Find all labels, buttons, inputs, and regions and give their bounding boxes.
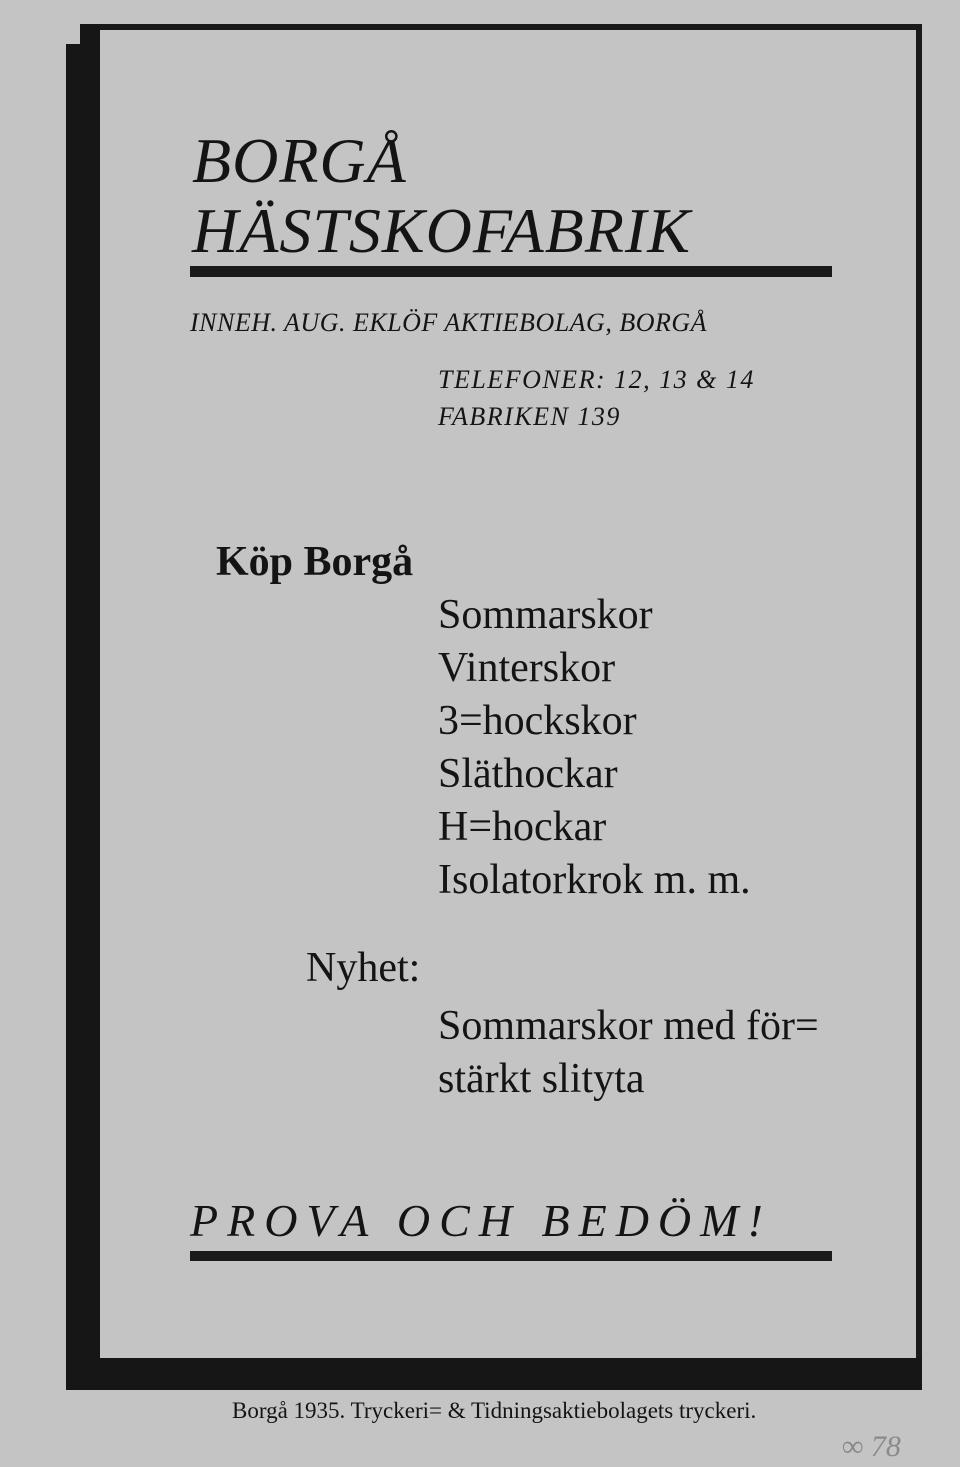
- news-line: Sommarskor med för=: [438, 1003, 819, 1049]
- offer-lead: Köp Borgå: [216, 539, 414, 585]
- product-item: Vinterskor: [438, 645, 616, 691]
- frame-left-border: [66, 44, 100, 1390]
- owner-line: INNEH. AUG. EKLÖF AKTIEBOLAG, BORGÅ: [190, 308, 708, 337]
- product-item: H=hockar: [438, 804, 607, 850]
- product-item: Sommarskor: [438, 592, 653, 638]
- product-item: Isolatorkrok m. m.: [438, 857, 751, 903]
- phones-line: TELEFONER: 12, 13 & 14: [438, 365, 755, 394]
- frame-top-border: [80, 24, 922, 30]
- product-item: 3=hockskor: [438, 698, 637, 744]
- pencil-annotation: ∞ 78: [842, 1430, 901, 1463]
- frame-bottom-border: [66, 1358, 922, 1390]
- factory-phone-line: FABRIKEN 139: [438, 402, 621, 431]
- news-line: stärkt slityta: [438, 1056, 645, 1102]
- slogan: PROVA OCH BEDÖM!: [190, 1195, 772, 1246]
- product-item: Släthockar: [438, 751, 618, 797]
- title-rule: [190, 266, 832, 277]
- slogan-rule: [190, 1251, 832, 1261]
- company-title-line2: HÄSTSKOFABRIK: [192, 195, 691, 266]
- company-title-line1: BORGÅ: [192, 125, 407, 196]
- frame-right-border: [916, 24, 922, 1386]
- news-lead: Nyhet:: [306, 945, 421, 991]
- printer-footer: Borgå 1935. Tryckeri= & Tidningsaktiebolagets tryckeri.: [232, 1398, 757, 1423]
